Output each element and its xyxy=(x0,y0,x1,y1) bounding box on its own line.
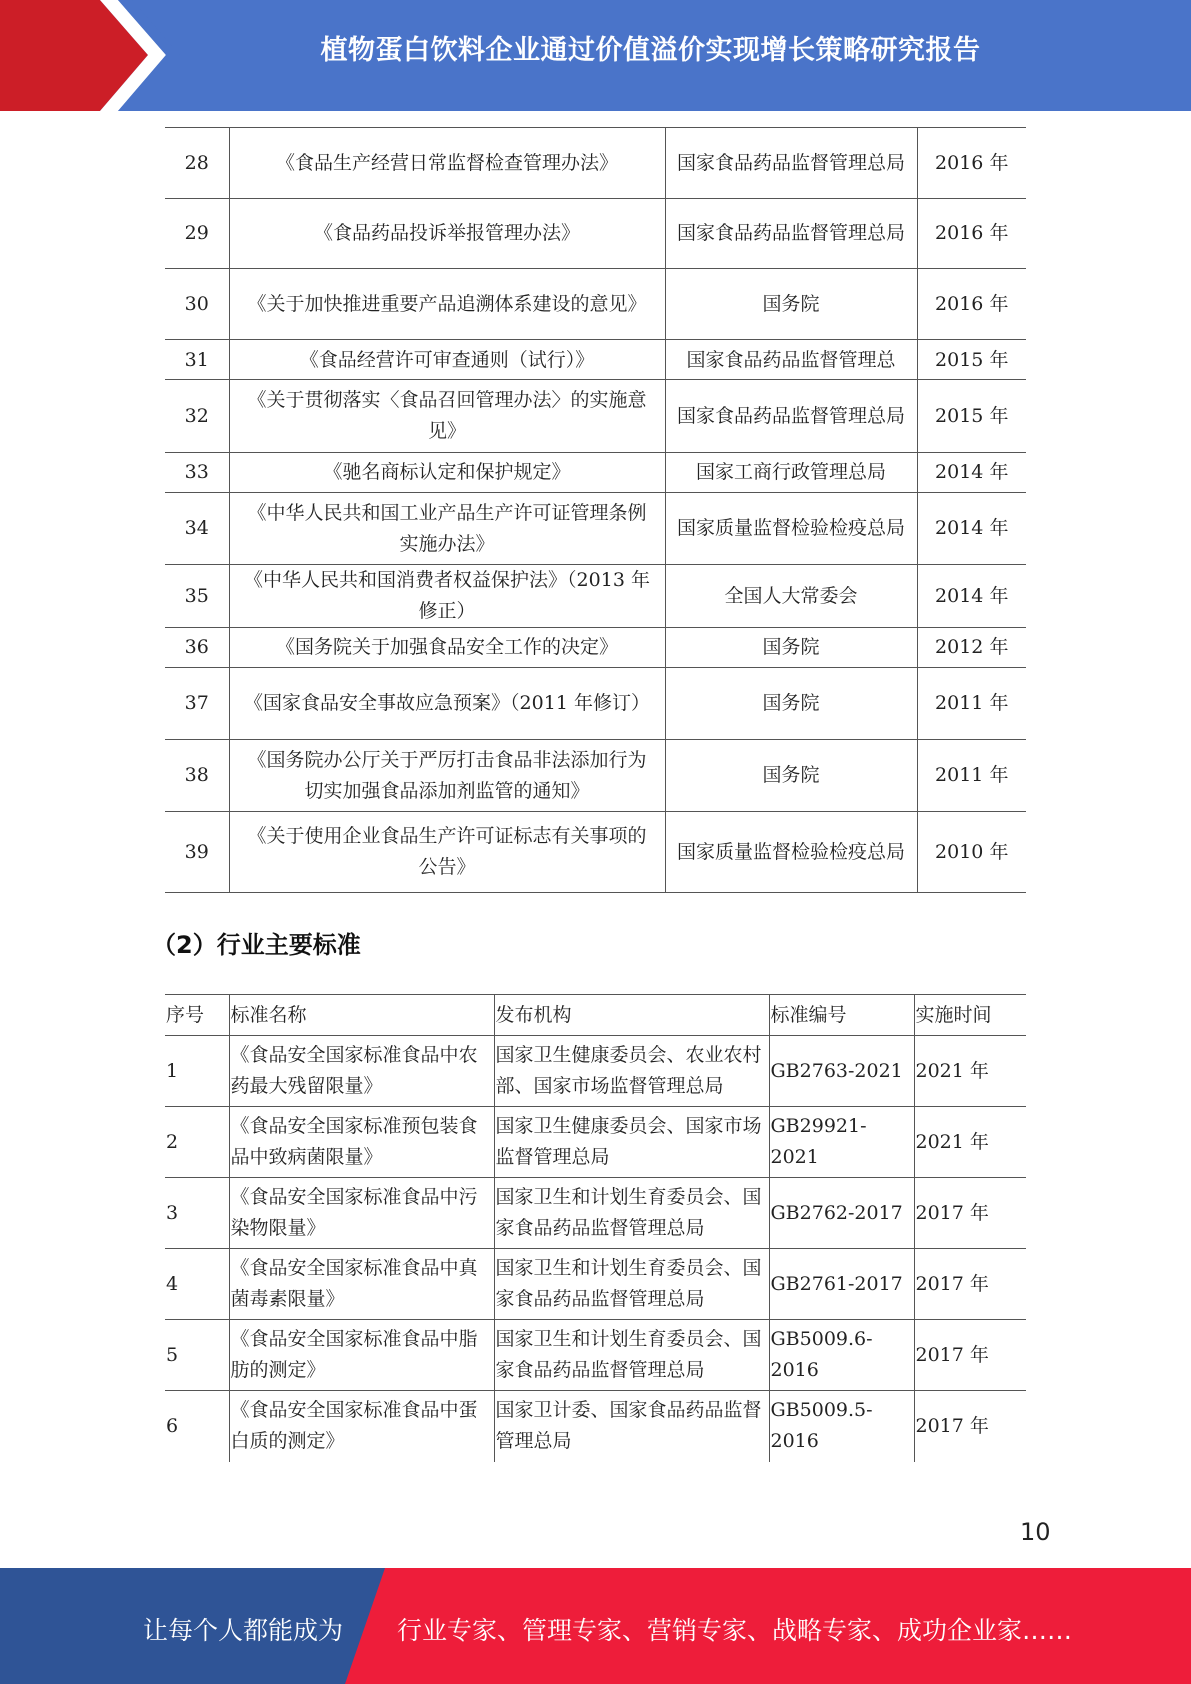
issuing-authority: 国家工商行政管理总局 xyxy=(665,453,917,493)
effective-date: 2017 年 xyxy=(914,1249,1026,1320)
issue-year: 2012 年 xyxy=(917,628,1026,668)
standard-code: GB29921-2021 xyxy=(769,1107,914,1178)
regulation-name: 《国家食品安全事故应急预案》（2011 年修订） xyxy=(229,668,665,740)
table-row xyxy=(165,128,1026,199)
issuing-authority: 国务院 xyxy=(665,668,917,740)
header-issuer: 发布机构 xyxy=(494,995,769,1036)
issue-year: 2015 年 xyxy=(917,380,1026,453)
issuing-authority: 全国人大常委会 xyxy=(665,565,917,628)
standard-name: 《食品安全国家标准食品中真菌毒素限量》 xyxy=(229,1249,494,1320)
publishing-authority: 国家卫生和计划生育委员会、国家食品药品监督管理总局 xyxy=(494,1178,769,1249)
regulation-name: 《驰名商标认定和保护规定》 xyxy=(229,453,665,493)
effective-date: 2017 年 xyxy=(914,1320,1026,1391)
regulation-name: 《关于加快推进重要产品追溯体系建设的意见》 xyxy=(229,269,665,340)
issue-year: 2015 年 xyxy=(917,340,1026,380)
regulations-table xyxy=(165,127,1026,893)
table-row xyxy=(165,565,1026,628)
issuing-authority: 国务院 xyxy=(665,269,917,340)
row-number: 30 xyxy=(165,269,229,340)
table-row xyxy=(165,740,1026,812)
issuing-authority: 国家食品药品监督管理总局 xyxy=(665,128,917,199)
row-number: 37 xyxy=(165,668,229,740)
standard-code: GB5009.5-2016 xyxy=(769,1391,914,1462)
issue-year: 2010 年 xyxy=(917,812,1026,893)
standard-number: 1 xyxy=(165,1036,229,1107)
row-number: 29 xyxy=(165,199,229,269)
standard-number: 3 xyxy=(165,1178,229,1249)
table-row xyxy=(165,668,1026,740)
regulation-name: 《食品生产经营日常监督检查管理办法》 xyxy=(229,128,665,199)
standard-name: 《食品安全国家标准食品中脂肪的测定》 xyxy=(229,1320,494,1391)
issue-year: 2016 年 xyxy=(917,128,1026,199)
table-row xyxy=(165,199,1026,269)
effective-date: 2017 年 xyxy=(914,1178,1026,1249)
regulation-name: 《国务院关于加强食品安全工作的决定》 xyxy=(229,628,665,668)
table-row xyxy=(165,1178,1026,1249)
row-number: 36 xyxy=(165,628,229,668)
issue-year: 2014 年 xyxy=(917,565,1026,628)
regulation-name: 《关于贯彻落实〈食品召回管理办法〉的实施意见》 xyxy=(229,380,665,453)
regulation-name: 《国务院办公厅关于严厉打击食品非法添加行为切实加强食品添加剂监管的通知》 xyxy=(229,740,665,812)
standard-code: GB2763-2021 xyxy=(769,1036,914,1107)
publishing-authority: 国家卫生健康委员会、国家市场监督管理总局 xyxy=(494,1107,769,1178)
standards-table xyxy=(165,994,1026,1462)
page-number: 10 xyxy=(1020,1518,1051,1546)
table-row xyxy=(165,1107,1026,1178)
issuing-authority: 国务院 xyxy=(665,628,917,668)
issue-year: 2016 年 xyxy=(917,199,1026,269)
standard-number: 6 xyxy=(165,1391,229,1462)
standard-name: 《食品安全国家标准食品中污染物限量》 xyxy=(229,1178,494,1249)
table-row xyxy=(165,269,1026,340)
issue-year: 2014 年 xyxy=(917,453,1026,493)
header-date: 实施时间 xyxy=(914,995,1026,1036)
row-number: 34 xyxy=(165,493,229,565)
standard-number: 4 xyxy=(165,1249,229,1320)
table-row xyxy=(165,1320,1026,1391)
issuing-authority: 国家食品药品监督管理总局 xyxy=(665,380,917,453)
publishing-authority: 国家卫生健康委员会、农业农村部、国家市场监督管理总局 xyxy=(494,1036,769,1107)
issuing-authority: 国务院 xyxy=(665,740,917,812)
table-row xyxy=(165,493,1026,565)
table-header-row xyxy=(165,995,1026,1036)
table-row xyxy=(165,453,1026,493)
table-row xyxy=(165,1036,1026,1107)
regulation-name: 《食品药品投诉举报管理办法》 xyxy=(229,199,665,269)
issuing-authority: 国家食品药品监督管理总 xyxy=(665,340,917,380)
regulation-name: 《关于使用企业食品生产许可证标志有关事项的公告》 xyxy=(229,812,665,893)
row-number: 28 xyxy=(165,128,229,199)
effective-date: 2017 年 xyxy=(914,1391,1026,1462)
page-footer xyxy=(0,1568,1191,1684)
issue-year: 2016 年 xyxy=(917,269,1026,340)
row-number: 31 xyxy=(165,340,229,380)
standard-code: GB5009.6-2016 xyxy=(769,1320,914,1391)
table-row xyxy=(165,380,1026,453)
footer-slogan-right: 行业专家、管理专家、营销专家、战略专家、成功企业家…… xyxy=(397,1616,1073,1645)
issue-year: 2011 年 xyxy=(917,740,1026,812)
row-number: 39 xyxy=(165,812,229,893)
publishing-authority: 国家卫生和计划生育委员会、国家食品药品监督管理总局 xyxy=(494,1249,769,1320)
section-title: （2）行业主要标准 xyxy=(152,931,361,959)
row-number: 33 xyxy=(165,453,229,493)
effective-date: 2021 年 xyxy=(914,1107,1026,1178)
standard-name: 《食品安全国家标准食品中蛋白质的测定》 xyxy=(229,1391,494,1462)
row-number: 38 xyxy=(165,740,229,812)
issuing-authority: 国家食品药品监督管理总局 xyxy=(665,199,917,269)
publishing-authority: 国家卫计委、国家食品药品监督管理总局 xyxy=(494,1391,769,1462)
regulation-name: 《中华人民共和国消费者权益保护法》（2013 年修正） xyxy=(229,565,665,628)
table-row xyxy=(165,1391,1026,1462)
standard-code: GB2761-2017 xyxy=(769,1249,914,1320)
standard-number: 2 xyxy=(165,1107,229,1178)
table-row xyxy=(165,812,1026,893)
effective-date: 2021 年 xyxy=(914,1036,1026,1107)
regulation-name: 《中华人民共和国工业产品生产许可证管理条例实施办法》 xyxy=(229,493,665,565)
standard-name: 《食品安全国家标准预包装食品中致病菌限量》 xyxy=(229,1107,494,1178)
standard-name: 《食品安全国家标准食品中农药最大残留限量》 xyxy=(229,1036,494,1107)
standard-code: GB2762-2017 xyxy=(769,1178,914,1249)
table-row xyxy=(165,628,1026,668)
publishing-authority: 国家卫生和计划生育委员会、国家食品药品监督管理总局 xyxy=(494,1320,769,1391)
header-name: 标准名称 xyxy=(229,995,494,1036)
report-title: 植物蛋白饮料企业通过价值溢价实现增长策略研究报告 xyxy=(320,35,981,66)
table-row xyxy=(165,340,1026,380)
regulation-name: 《食品经营许可审查通则（试行）》 xyxy=(229,340,665,380)
issuing-authority: 国家质量监督检验检疫总局 xyxy=(665,493,917,565)
footer-slogan-left: 让每个人都能成为 xyxy=(143,1616,344,1645)
issue-year: 2011 年 xyxy=(917,668,1026,740)
page-header xyxy=(0,0,1191,111)
header-no: 序号 xyxy=(165,995,229,1036)
row-number: 32 xyxy=(165,380,229,453)
standard-number: 5 xyxy=(165,1320,229,1391)
issue-year: 2014 年 xyxy=(917,493,1026,565)
header-code: 标准编号 xyxy=(769,995,914,1036)
row-number: 35 xyxy=(165,565,229,628)
table-row xyxy=(165,1249,1026,1320)
issuing-authority: 国家质量监督检验检疫总局 xyxy=(665,812,917,893)
